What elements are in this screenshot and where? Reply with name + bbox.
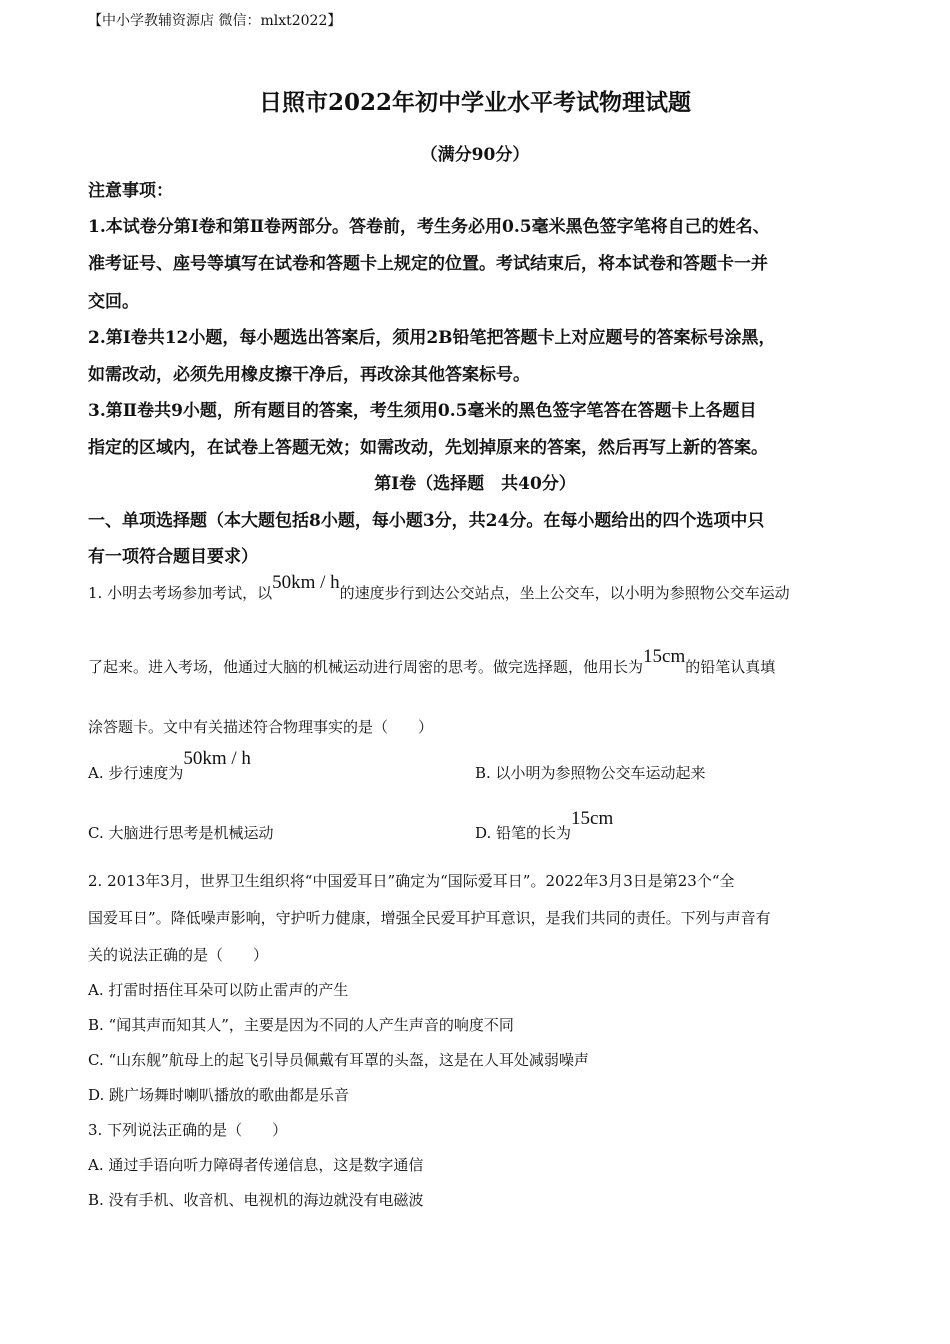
math-expression: 50km / h (272, 572, 340, 593)
q3-option-b: B. 没有手机、收音机、电视机的海边就没有电磁波 (88, 1191, 424, 1209)
exam-subtitle: （满分90分） (420, 145, 530, 165)
part1-instruction: 有一项符合题目要求） (88, 547, 258, 567)
notice-line: 指定的区域内，在试卷上答题无效；如需改动，先划掉原来的答案，然后再写上新的答案。 (88, 438, 768, 458)
notice-line: 准考证号、座号等填写在试卷和答题卡上规定的位置。考试结束后，将本试卷和答题卡一并 (88, 254, 768, 274)
notice-line: 1.本试卷分第Ⅰ卷和第Ⅱ卷两部分。答卷前，考生务必用0.5毫米黑色签字笔将自己的姓名、 (88, 217, 770, 237)
question-1-line (88, 572, 790, 604)
math-expression: 15cm (643, 646, 686, 667)
question-2-line: 关的说法正确的是（ ） (88, 946, 269, 964)
question-3-line: 3. 下列说法正确的是（ ） (88, 1121, 288, 1139)
option-text: A. 步行速度为 (88, 764, 184, 782)
math-expression: 15cm (571, 808, 614, 829)
page-header: 【中小学教辅资源店 微信：mlxt2022】 (88, 13, 342, 29)
question-text: 1. 小明去考场参加考试，以 (88, 584, 273, 602)
notice-line: 2.第Ⅰ卷共12小题，每小题选出答案后，须用2B铅笔把答题卡上对应题号的答案标号涂黑， (88, 328, 776, 348)
q2-option-b: B. “闻其声而知其人”，主要是因为不同的人产生声音的响度不同 (88, 1016, 514, 1034)
exam-title: 日照市2022年初中学业水平考试物理试题 (258, 89, 691, 116)
q1-option-a (88, 748, 251, 784)
question-text: 了起来。进入考场，他通过大脑的机械运动进行周密的思考。做完选择题，他用长为 (88, 658, 644, 676)
q1-option-c: C. 大脑进行思考是机械运动 (88, 824, 274, 842)
option-text: D. 铅笔的长为 (475, 824, 572, 842)
question-1-line (88, 646, 776, 678)
q2-option-c: C. “山东舰”航母上的起飞引导员佩戴有耳罩的头盔，这是在人耳处减弱噪声 (88, 1051, 589, 1069)
q1-option-b: B. 以小明为参照物公交车运动起来 (475, 764, 706, 782)
notice-heading: 注意事项： (88, 181, 173, 201)
notice-line: 3.第Ⅱ卷共9小题，所有题目的答案，考生须用0.5毫米的黑色签字笔答在答题卡上各题目 (88, 401, 757, 421)
q2-option-a: A. 打雷时捂住耳朵可以防止雷声的产生 (88, 981, 349, 999)
question-text: 的铅笔认真填 (685, 658, 776, 676)
section-title: 第Ⅰ卷（选择题 共40分） (374, 474, 576, 494)
q3-option-a: A. 通过手语向听力障碍者传递信息，这是数字通信 (88, 1156, 424, 1174)
q1-option-d (475, 808, 614, 844)
question-text: 的速度步行到达公交站点，坐上公交车，以小明为参照物公交车运动 (339, 584, 790, 602)
question-1-line: 涂答题卡。文中有关描述符合物理事实的是（ ） (88, 718, 434, 736)
notice-line: 交回。 (88, 292, 139, 312)
q2-option-d: D. 跳广场舞时喇叭播放的歌曲都是乐音 (88, 1086, 350, 1104)
question-2-line: 2. 2013年3月，世界卫生组织将“中国爱耳日”确定为“国际爱耳日”。2022年3月3日是第23个“全 (88, 872, 735, 890)
part1-instruction: 一、单项选择题（本大题包括8小题，每小题3分，共24分。在每小题给出的四个选项中只 (88, 511, 765, 531)
question-2-line: 国爱耳日”。降低噪声影响，守护听力健康，增强全民爱耳护耳意识，是我们共同的责任。下列与声音有 (88, 909, 771, 927)
notice-line: 如需改动，必须先用橡皮擦干净后，再改涂其他答案标号。 (88, 365, 530, 385)
math-expression: 50km / h (183, 748, 251, 769)
